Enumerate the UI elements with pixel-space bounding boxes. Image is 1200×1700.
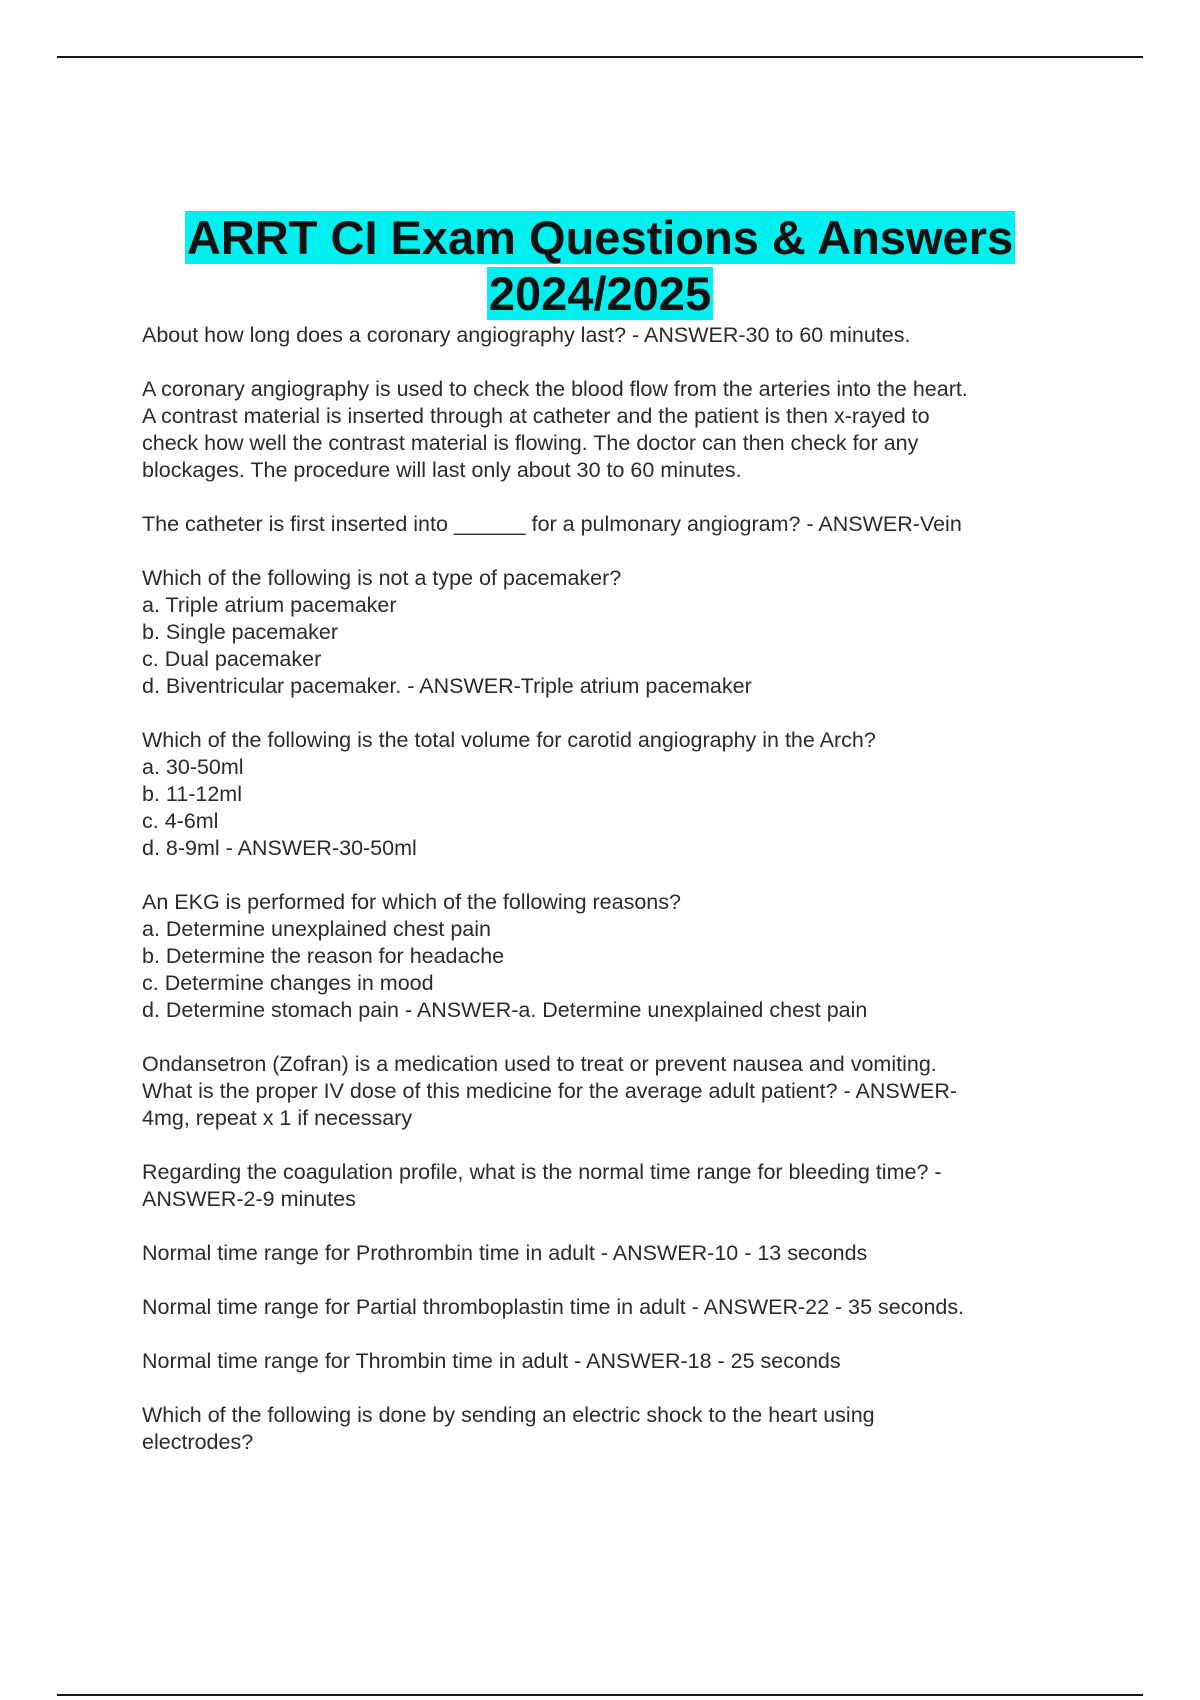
text-line: ANSWER-2-9 minutes	[142, 1187, 356, 1211]
qa-paragraph	[142, 511, 1072, 538]
text-line: Regarding the coagulation profile, what is the normal time range for bleeding time? -	[142, 1160, 942, 1184]
text-line: d. 8-9ml - ANSWER-30-50ml	[142, 836, 417, 860]
text-line: a. Determine unexplained chest pain	[142, 917, 491, 941]
text-line: What is the proper IV dose of this medicine for the average adult patient? - ANSWER-	[142, 1079, 958, 1103]
text-line: a. Triple atrium pacemaker	[142, 593, 397, 617]
text-line: blockages. The procedure will last only about 30 to 60 minutes.	[142, 458, 742, 482]
qa-paragraph	[142, 565, 1072, 700]
text-line: c. Determine changes in mood	[142, 971, 434, 995]
text-line: b. 11-12ml	[142, 782, 242, 806]
text-line: d. Determine stomach pain - ANSWER-a. Determine unexplained chest pain	[142, 998, 868, 1022]
qa-paragraph	[142, 889, 1072, 1024]
text-line: Which of the following is the total volume for carotid angiography in the Arch?	[142, 728, 876, 752]
qa-paragraph	[142, 322, 1072, 349]
qa-paragraph	[142, 1348, 1072, 1375]
qa-paragraph	[142, 1294, 1072, 1321]
text-line: b. Determine the reason for headache	[142, 944, 505, 968]
text-line: The catheter is first inserted into ______ for a pulmonary angiogram? - ANSWER-Vein	[142, 512, 962, 536]
text-line: b. Single pacemaker	[142, 620, 338, 644]
qa-paragraph	[142, 1402, 1072, 1456]
title-line-1: ARRT CI Exam Questions & Answers	[186, 211, 1014, 264]
document-title	[0, 210, 1200, 322]
text-line: Normal time range for Partial thromboplastin time in adult - ANSWER-22 - 35 seconds.	[142, 1295, 965, 1319]
text-line: Normal time range for Thrombin time in adult - ANSWER-18 - 25 seconds	[142, 1349, 841, 1373]
qa-paragraph	[142, 727, 1072, 862]
text-line: 4mg, repeat x 1 if necessary	[142, 1106, 413, 1130]
text-line: An EKG is performed for which of the following reasons?	[142, 890, 681, 914]
text-line: About how long does a coronary angiography last? - ANSWER-30 to 60 minutes.	[142, 323, 911, 347]
text-line: d. Biventricular pacemaker. - ANSWER-Triple atrium pacemaker	[142, 674, 752, 698]
qa-paragraph	[142, 376, 1072, 484]
text-line: Normal time range for Prothrombin time in adult - ANSWER-10 - 13 seconds	[142, 1241, 868, 1265]
document-body	[142, 322, 1072, 1483]
title-line-2: 2024/2025	[488, 267, 712, 320]
qa-paragraph	[142, 1051, 1072, 1132]
text-line: a. 30-50ml	[142, 755, 244, 779]
qa-paragraph	[142, 1159, 1072, 1213]
text-line: c. Dual pacemaker	[142, 647, 322, 671]
text-line: Which of the following is done by sending an electric shock to the heart using	[142, 1403, 875, 1427]
text-line: Which of the following is not a type of pacemaker?	[142, 566, 622, 590]
text-line: c. 4-6ml	[142, 809, 219, 833]
text-line: check how well the contrast material is flowing. The doctor can then check for any	[142, 431, 919, 455]
text-line: Ondansetron (Zofran) is a medication used to treat or prevent nausea and vomiting.	[142, 1052, 937, 1076]
qa-paragraph	[142, 1240, 1072, 1267]
text-line: A coronary angiography is used to check the blood flow from the arteries into the heart.	[142, 377, 968, 401]
text-line: electrodes?	[142, 1430, 254, 1454]
top-rule	[57, 56, 1143, 58]
text-line: A contrast material is inserted through at catheter and the patient is then x-rayed to	[142, 404, 930, 428]
bottom-rule	[57, 1694, 1143, 1696]
